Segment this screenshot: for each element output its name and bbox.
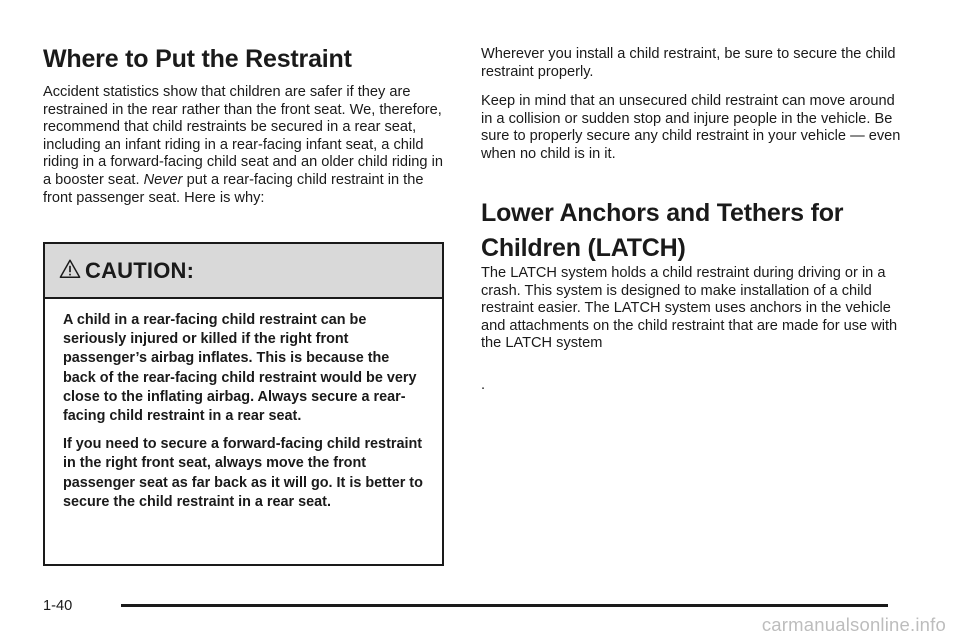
- caution-box: [43, 242, 444, 566]
- watermark: carmanualsonline.info: [761, 614, 946, 635]
- intro-never-emphasis: Never: [143, 171, 183, 188]
- caution-label: CAUTION:: [85, 257, 195, 283]
- section-title-latch: Lower Anchors and Tethers for Children (LATCH): [481, 199, 844, 262]
- caution-paragraph-1: A child in a rear-facing child restraint can be seriously injured or killed if the right front passenger’s airbag inflates. This is because the back of the rear-facing child restraint would be very close to the inflating airbag. Always secure a rear-facing child restraint in a rear seat.: [63, 312, 417, 425]
- caution-body: [45, 299, 442, 512]
- page-footer: [43, 596, 888, 616]
- section-title-where-to-put: Where to Put the Restraint: [43, 45, 352, 73]
- footer-rule: [121, 604, 888, 607]
- intro-paragraph: [43, 84, 453, 207]
- trailing-period: .: [481, 377, 486, 393]
- caution-paragraph-2: If you need to secure a forward-facing child restraint in the right front seat, always move the front passenger seat as far back as it will go. It is better to secure the child restraint in a rear seat.: [63, 436, 423, 510]
- intro-text-end: put a rear-facing child restraint in the front passenger seat. Here is why:: [43, 171, 424, 206]
- caution-header: [45, 244, 442, 299]
- warning-triangle-icon: [59, 258, 81, 280]
- intro-text-start: Accident statistics show that children are safer if they are restrained in the rear rather than the front seat. We, therefore, recommend that child restraints be secured in a rear seat, including an infant riding in a rear-facing infant seat, a child riding in a forward-facing child seat and an older child riding in a booster seat.: [43, 84, 443, 188]
- secure-properly-paragraph: Wherever you install a child restraint, be sure to secure the child restraint properly.: [481, 46, 896, 80]
- latch-description-paragraph: The LATCH system holds a child restraint during driving or in a crash. This system is designed to make installation of a child restraint easier. The LATCH system uses anchors in the vehicle and attachments on the child restraint that are made for use with the LATCH system: [481, 265, 898, 352]
- unsecured-restraint-paragraph: Keep in mind that an unsecured child restraint can move around in a collision or sudden stop and injure people in the vehicle. Be sure to properly secure any child restraint in your vehicle — even when no child is in it.: [481, 93, 901, 162]
- page-number: 1-40: [43, 598, 73, 614]
